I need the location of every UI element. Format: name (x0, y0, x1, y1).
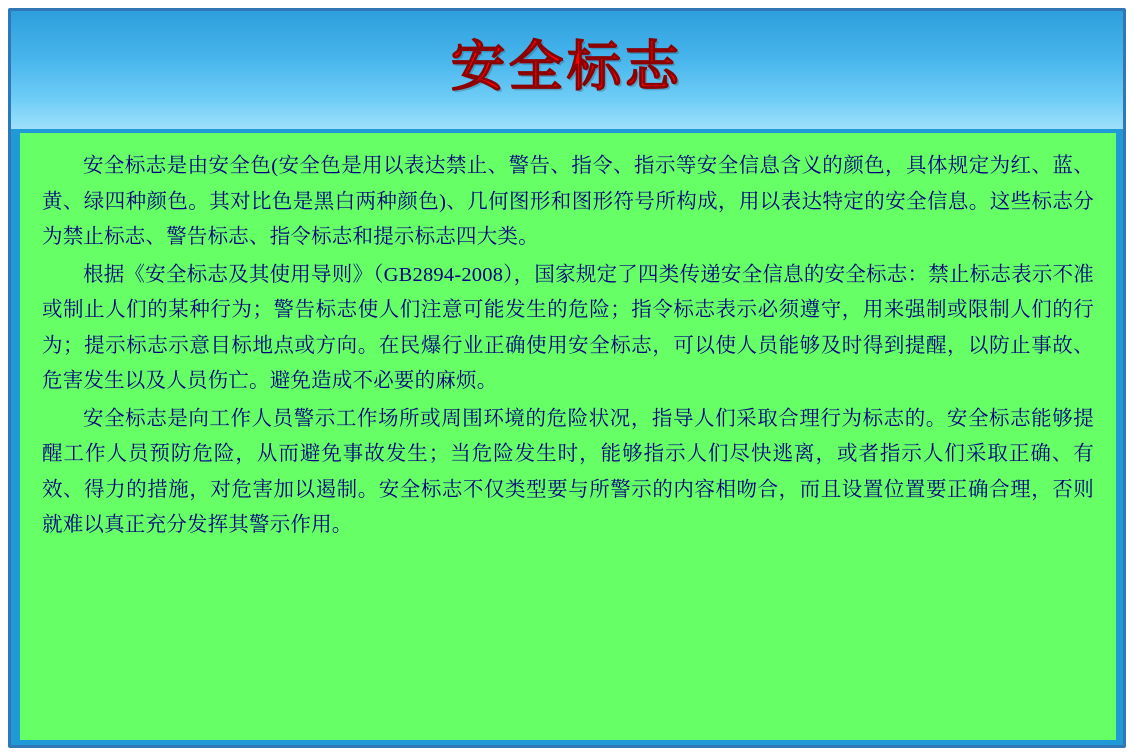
frame-right-edge (1116, 133, 1123, 740)
paragraph-standard: 根据《安全标志及其使用导则》（GB2894-2008），国家规定了四类传递安全信息的安全标志：禁止标志表示不准或制止人们的某种行为；警告标志使人们注意可能发生的危险；指令标志表示必须遵守，用来强制或限制人们的行为；提示标志示意目标地点或方向。在民爆行业正确使用安全标志，可以使人员能够及时得到提醒，以防止事故、危害发生以及人员伤亡。避免造成不必要的麻烦。 (42, 263, 1094, 392)
title-banner (11, 11, 1123, 129)
paragraph-definition: 安全标志是由安全色(安全色是用以表达禁止、警告、指令、指示等安全信息含义的颜色，具体规定为红、蓝、黄、绿四种颜色。其对比色是黑白两种颜色)、几何图形和图形符号所构成，用以表达特定的安全信息。这些标志分为禁止标志、警告标志、指令标志和提示标志四大类。 (42, 155, 1094, 248)
paragraph-purpose: 安全标志是向工作人员警示工作场所或周围环境的危险状况，指导人们采取合理行为标志的。安全标志能够提醒工作人员预防危险，从而避免事故发生；当危险发生时，能够指示人们尽快逃离，或者指示人们采取正确、有效、得力的措施，对危害加以遏制。安全标志不仅类型要与所警示的内容相吻合，而且设置位置要正确合理，否则就难以真正充分发挥其警示作用。 (42, 407, 1094, 536)
page-title: 安全标志 (451, 37, 683, 97)
frame-left-edge (11, 133, 20, 740)
content-body (20, 133, 1116, 740)
